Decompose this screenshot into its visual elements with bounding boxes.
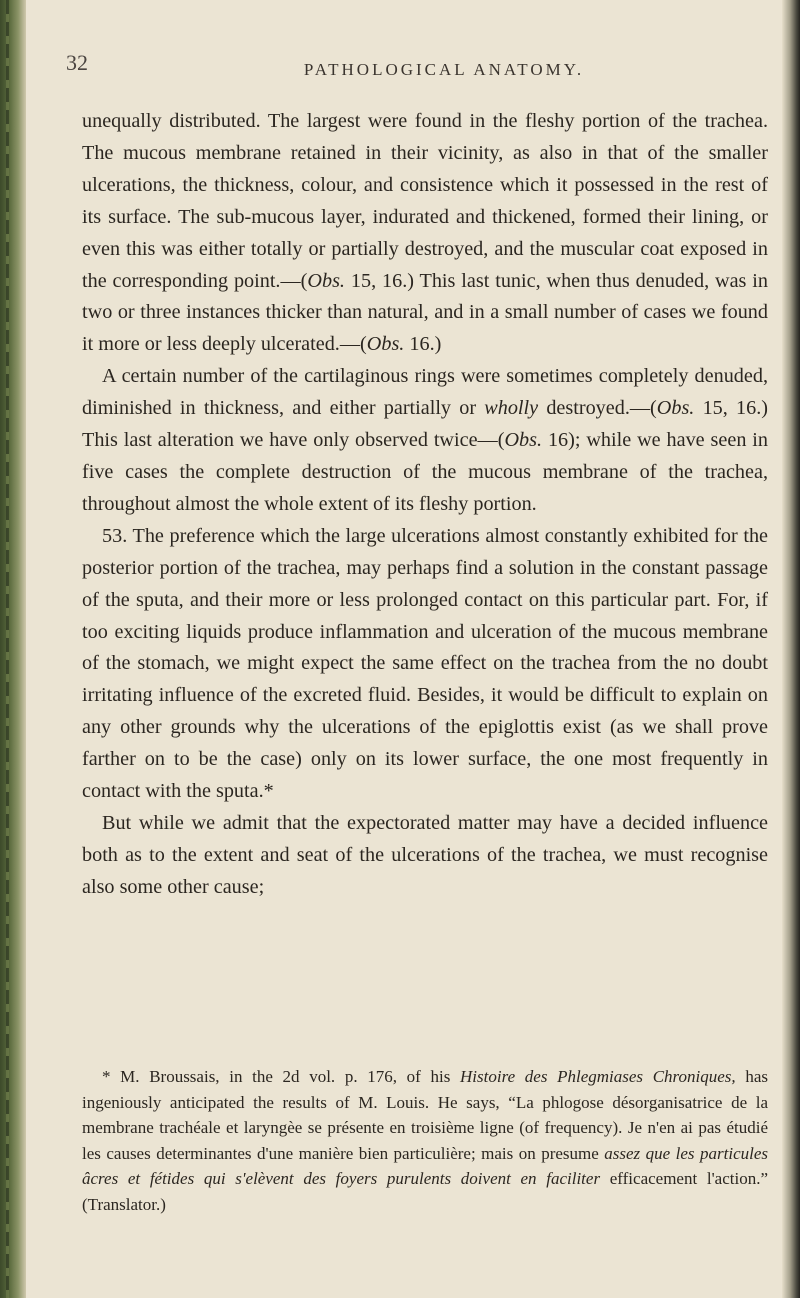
book-title: Histoire des Phlegmiases Chroniques, — [460, 1067, 736, 1086]
text-run: * M. Broussais, in the 2d vol. p. 176, of his — [102, 1067, 461, 1086]
text-run: 15, 16.) This last tunic, when thus denuded, was in two or three instances thicker than natural, and in a small number of cases we found it more or less deeply ulcerated.—( — [82, 269, 769, 356]
book-binding-edge — [0, 0, 26, 1298]
obs-reference: Obs. — [504, 429, 543, 452]
obs-reference: Obs. — [307, 269, 345, 292]
text-run: 16); while we have seen in five cases the complete destruction of the mucous membrane of the trachea, throughout almost the whole extent of its fleshy portion. — [82, 429, 769, 515]
text-run: 15, 16.) This last alteration we have only observed twice—( — [82, 397, 768, 452]
paragraph-1 — [82, 106, 768, 361]
paragraph-4: But while we admit that the expectorated matter may have a decided influence both as to the extent and seat of the ulcerations of the trachea, we must recognise also some other cause; — [82, 811, 768, 898]
text-run: 16.) — [404, 333, 442, 356]
obs-reference: Obs. — [656, 397, 695, 420]
emphasis: wholly — [484, 397, 539, 420]
page-edge-shadow — [782, 0, 800, 1298]
paragraph-2 — [82, 361, 768, 521]
footnote — [82, 1064, 768, 1218]
main-text — [82, 106, 768, 904]
footnote-paragraph — [82, 1064, 768, 1218]
emphasis: assez que les particules âcres et fétides qui s'elèvent des foyers purulents doivent en faciliter — [82, 1143, 768, 1189]
text-run: efficacement l'action.” (Translator.) — [82, 1169, 768, 1214]
obs-reference: Obs. — [366, 333, 405, 356]
paragraph-3: 53. The preference which the large ulcerations almost constantly exhibited for the posterior portion of the trachea, may perhaps find a solution in the constant passage of the sputa, and their more or less prolonged contact on this particular part. For, if too exciting liquids produce inflammation and ulceration of the mucous membrane of the stomach, we might expect the same effect on the trachea from the no doubt irritating influence of the excreted fluid. Besides, it would be difficult to explain on any other grounds why the ulcerations of the epiglottis exist (as we shall prove farther on to be the case) only on its lower surface, the one most frequently in contact with the sputa.* — [82, 524, 768, 803]
text-run: unequally distributed. The largest were found in the fleshy portion of the trachea. The mucous membrane retained in their vicinity, as also in that of the smaller ulcerations, the thickness, colour, and consistence which it possessed in the rest of its surface. The sub-mucous layer, indurated and thickened, formed their lining, or even this was either totally or partially destroyed, and the muscular coat exposed in the corresponding point.—( — [82, 110, 768, 292]
running-head: PATHOLOGICAL ANATOMY. — [303, 60, 585, 79]
page-number: 32 — [66, 50, 88, 75]
text-run: A certain number of the cartilaginous rings were sometimes completely denuded, diminished in thickness, and either partially or — [82, 365, 768, 420]
book-page — [44, 0, 774, 1298]
text-run: has ingeniously anticipated the results of M. Louis. He says, “La phlogose désorganisatrice de la membrane trachéale et laryngèe se présente en troisième ligne (of frequency). Je n'en ai pas étudié les causes determinantes d'une manière bien particulière; mais on presume — [82, 1067, 768, 1163]
text-run: destroyed.—( — [538, 397, 657, 420]
